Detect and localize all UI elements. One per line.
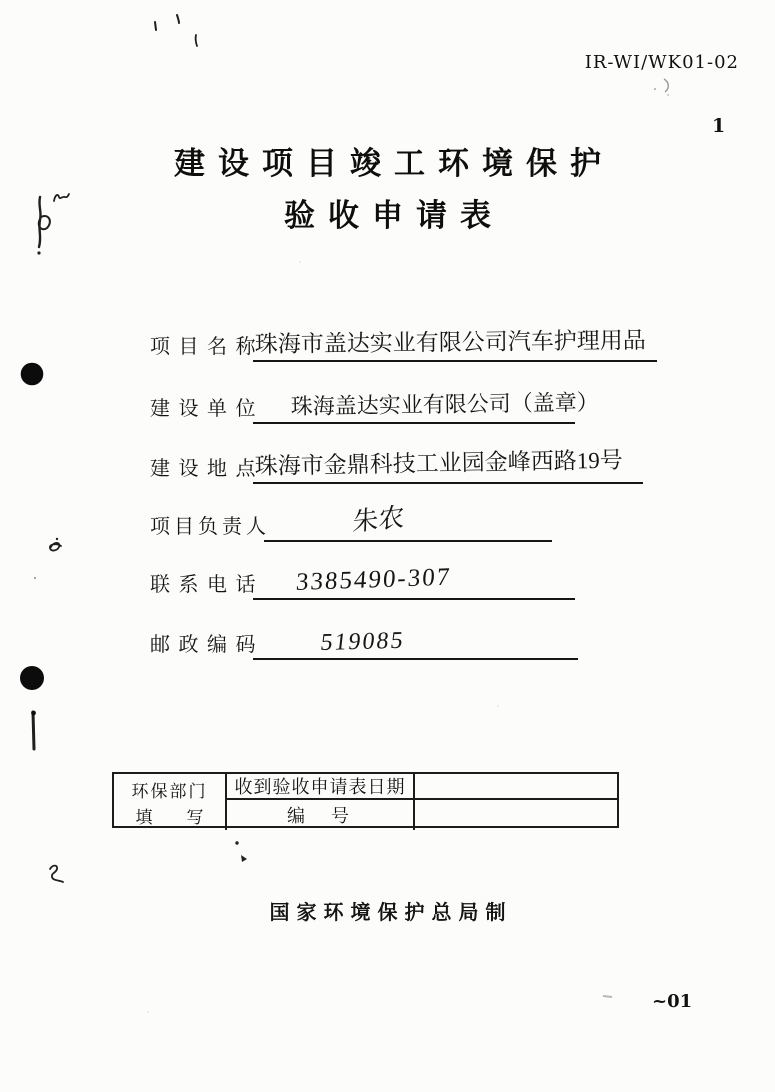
handwritten-value: 珠海盖达实业有限公司（盖章） [290, 389, 599, 420]
field-underline [253, 328, 657, 362]
handwritten-value: 519085 [319, 627, 407, 656]
field-underline [264, 502, 552, 542]
table-cell-serial-value [415, 800, 617, 830]
field-label: 项目名称 [150, 336, 264, 358]
handwritten-value: 珠海市金鼎科技工业园金峰西路19号 [254, 447, 623, 480]
epa-office-label-line1: 环保部门 [131, 781, 208, 801]
table-label-serial-number: 编 号 [227, 800, 415, 830]
corner-page-mark: ~01 [652, 991, 693, 1012]
handwritten-value: 3385490-307 [295, 563, 453, 596]
table-label-date-received: 收到验收申请表日期 [227, 774, 415, 800]
field-contact-phone [150, 563, 575, 600]
field-underline [253, 389, 599, 424]
field-project-name [150, 327, 657, 362]
epa-office-label-line2: 填 写 [135, 807, 204, 827]
field-label: 建设单位 [150, 398, 264, 420]
handwritten-value: 珠海市盖达实业有限公司汽车护理用品 [254, 327, 646, 358]
table-header-epa-office [114, 774, 227, 830]
field-label: 联系电话 [150, 574, 264, 596]
field-construction-unit [150, 389, 599, 424]
handwritten-signature: 朱农 [352, 502, 405, 537]
form-title-line1: 建设项目竣工环境保护 [174, 146, 614, 181]
field-label: 建设地点 [150, 458, 264, 480]
epa-office-table [112, 772, 619, 828]
table-cell-date-value [415, 774, 617, 800]
field-construction-site [150, 447, 643, 484]
field-label: 邮政编码 [150, 634, 264, 656]
field-underline [253, 563, 575, 600]
field-postal-code [150, 628, 578, 660]
field-project-leader [150, 502, 552, 542]
page-number: 1 [712, 115, 726, 137]
hole-punch-mark [21, 363, 44, 386]
hole-punch-mark [20, 666, 44, 690]
form-title-line2: 验收申请表 [284, 198, 504, 233]
document-code: IR-WI/WK01-02 [584, 52, 739, 73]
field-underline [253, 447, 643, 484]
issuing-authority: 国家环境保护总局制 [269, 902, 513, 924]
field-underline [253, 626, 578, 660]
field-label: 项目负责人 [150, 516, 270, 538]
